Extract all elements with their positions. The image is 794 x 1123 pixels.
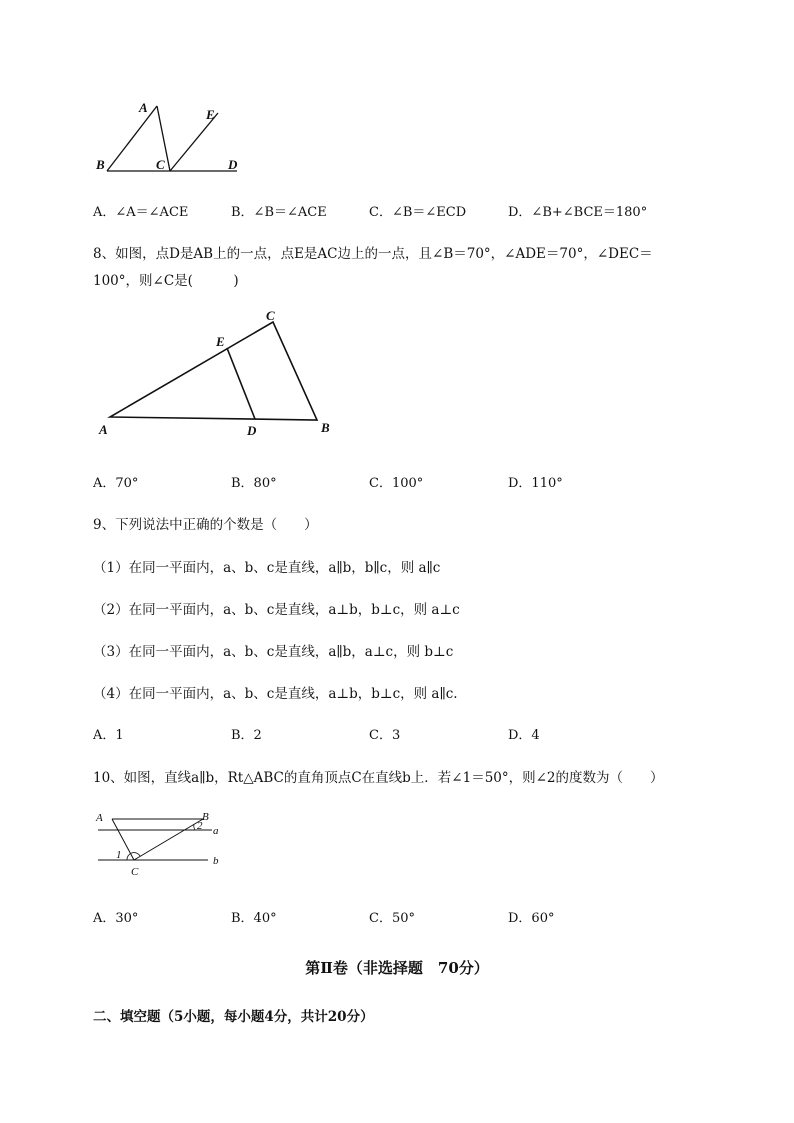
q8-option-d[interactable]: D．110° (508, 476, 563, 491)
q8-option-a[interactable]: A．70° (93, 476, 139, 491)
figure-q8 (90, 305, 350, 440)
q8-stem-line1: 8、如图，点D是AB上的一点，点E是AC边上的一点，且∠B＝70°，∠ADE＝70°，∠DEC＝ (93, 246, 653, 262)
fig10-angle-1: 1 (116, 849, 122, 861)
q9-statement-2: （2）在同一平面内，a、b、c是直线，a⊥b，b⊥c，则 a⊥c (93, 602, 460, 618)
fig8-label-c: C (266, 308, 275, 323)
q10-option-c[interactable]: C．50° (369, 911, 415, 926)
fig10-label-line-b: b (213, 855, 219, 867)
q8-option-c[interactable]: C．100° (369, 476, 424, 491)
q9-statement-1: （1）在同一平面内，a、b、c是直线，a∥b，b∥c，则 a∥c (93, 560, 441, 576)
fig8-label-b: B (321, 420, 330, 435)
q7-option-a[interactable]: A．∠A＝∠ACE (93, 205, 189, 220)
q10-option-b[interactable]: B．40° (231, 911, 277, 926)
q9-option-c[interactable]: C．3 (369, 728, 401, 743)
q10-option-a[interactable]: A．30° (93, 911, 139, 926)
q7-option-d[interactable]: D．∠B+∠BCE＝180° (508, 205, 648, 220)
fig7-label-e: E (206, 107, 215, 122)
q8-option-b[interactable]: B．80° (231, 476, 277, 491)
figure-q10 (90, 808, 230, 880)
q10-stem: 10、如图，直线a∥b，Rt△ABC的直角顶点C在直线b上．若∠1＝50°，则∠2的度数为（ ） (93, 770, 664, 786)
fig10-label-line-a: a (213, 825, 219, 837)
q9-statement-3: （3）在同一平面内，a、b、c是直线，a∥b，a⊥c，则 b⊥c (93, 644, 454, 660)
fig8-label-d: D (247, 423, 257, 438)
q7-option-b[interactable]: B．∠B＝∠ACE (231, 205, 327, 220)
q9-statement-4: （4）在同一平面内，a、b、c是直线，a⊥b，b⊥c，则 a∥c. (93, 686, 458, 702)
q9-stem: 9、下列说法中正确的个数是（ ） (93, 517, 318, 533)
q8-stem-line2: 100°，则∠C是( ) (93, 273, 239, 289)
fig10-label-b: B (202, 811, 209, 823)
fig10-label-a: A (96, 812, 103, 824)
fig10-label-c: C (131, 866, 139, 878)
q7-option-c[interactable]: C．∠B＝∠ECD (369, 205, 467, 220)
section2-heading: 二、填空题（5小题，每小题4分，共计20分） (93, 1009, 374, 1025)
q9-option-b[interactable]: B．2 (231, 728, 262, 743)
q9-option-d[interactable]: D．4 (508, 728, 540, 743)
fig8-label-a: A (99, 422, 108, 437)
fig7-label-d: D (228, 157, 238, 172)
part2-title: 第Ⅱ卷（非选择题 70分） (305, 959, 489, 977)
fig10-angle-2: 2 (197, 820, 203, 832)
fig7-label-c: C (156, 157, 165, 172)
q9-option-a[interactable]: A．1 (93, 728, 124, 743)
fig7-label-a: A (139, 100, 148, 115)
fig7-label-b: B (96, 157, 105, 172)
figure-q7 (90, 98, 250, 180)
fig8-label-e: E (216, 334, 225, 349)
q10-option-d[interactable]: D．60° (508, 911, 555, 926)
